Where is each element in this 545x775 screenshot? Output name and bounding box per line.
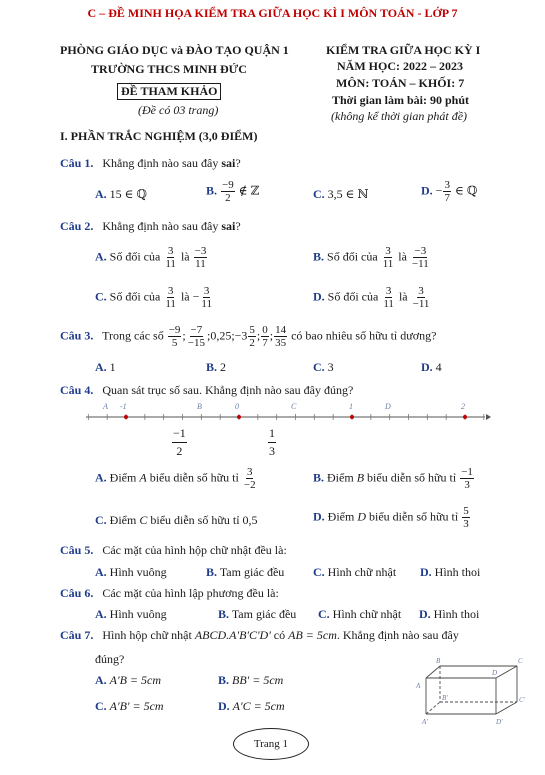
option-text: Số đối của (327, 289, 379, 304)
question-label: Câu 1. (60, 156, 94, 170)
numerator: −9 (222, 179, 234, 191)
option-label: D. (421, 183, 433, 198)
option-text: Tam giác đều (219, 565, 285, 579)
section-title: I. PHẦN TRẮC NGHIỆM (3,0 ĐIỂM) (60, 129, 258, 143)
option-text: Điểm (327, 470, 354, 485)
page-number: Trang 1 (233, 728, 309, 760)
time-note: (không kể thời gian phát đề) (331, 109, 468, 123)
fraction (411, 245, 430, 270)
denominator: 2 (249, 337, 255, 349)
option-text: Số đối của (327, 249, 378, 264)
option-text: Số đối của (109, 249, 161, 264)
numerator: −9 (168, 324, 181, 336)
point-name: A (139, 470, 147, 485)
question-emphasis: sai (221, 219, 236, 233)
option-label: C. (95, 699, 107, 713)
numerator: 1 (268, 425, 276, 443)
vertex-label: C (518, 657, 523, 665)
q1-option-b[interactable] (206, 179, 259, 204)
q7-option-a[interactable] (95, 673, 161, 688)
q6-option-b[interactable] (218, 607, 296, 622)
q5-option-b[interactable] (206, 565, 284, 580)
vertex-label: D' (496, 718, 503, 726)
question-7 (60, 628, 459, 643)
q1-option-a[interactable] (95, 187, 147, 202)
point-name: D (357, 509, 367, 524)
integer-point (237, 415, 241, 419)
option-label: B. (313, 249, 325, 264)
option-label: D. (313, 509, 325, 524)
denominator: 35 (275, 337, 287, 349)
q5-option-a[interactable] (95, 565, 167, 580)
option-label: D. (420, 565, 432, 579)
school-year: NĂM HỌC: 2022 – 2023 (337, 59, 463, 73)
fraction (412, 285, 431, 310)
shape-name: ABCD.A'B'C'D' (194, 628, 271, 642)
exam-title: KIỂM TRA GIỮA HỌC KỲ I (326, 43, 481, 57)
numerator: 3 (167, 285, 174, 297)
option-text: là (398, 289, 408, 304)
option-text: Hình chữ nhật (327, 565, 397, 579)
option-text: Điểm (109, 470, 137, 485)
option-text: Điểm (327, 509, 355, 524)
option-text: Tam giác đều (231, 607, 297, 621)
question-text: Quan sát trục số sau. Khẳng định nào sau đây đúng? (102, 383, 354, 397)
option-label: D. (419, 607, 431, 621)
option-label: B. (206, 360, 218, 374)
option-text: là (180, 249, 190, 264)
question-end: ? (235, 156, 241, 170)
integer-point (124, 415, 128, 419)
numerator: −3 (414, 245, 427, 257)
denominator: 11 (201, 298, 212, 310)
fraction (243, 466, 257, 491)
numerator: 3 (203, 285, 210, 297)
denominator: −2 (243, 479, 256, 491)
question-2 (60, 219, 241, 234)
option-text: ∉ ℤ (238, 183, 260, 198)
fraction (221, 179, 235, 204)
vertex-label: C' (519, 696, 526, 704)
exam-time: Thời gian làm bài: 90 phút (332, 93, 470, 107)
vertex-label: B' (442, 694, 448, 702)
q1-option-c[interactable] (313, 187, 369, 202)
option-label: D. (421, 360, 433, 374)
tick-label-2: 2 (461, 402, 465, 411)
option-label: A. (95, 470, 107, 485)
option-text: A'C = 5cm (232, 699, 285, 713)
question-label: Câu 6. (60, 586, 94, 600)
denominator: 11 (165, 298, 176, 310)
fraction (194, 245, 208, 270)
denominator: 3 (464, 479, 470, 491)
fraction (462, 505, 470, 530)
department: PHÒNG GIÁO DỤC và ĐÀO TẠO QUẬN 1 (60, 43, 289, 57)
numerator: 0 (262, 324, 268, 336)
option-label: A. (95, 360, 107, 374)
option-label: A. (95, 565, 107, 579)
minus-sign: − (435, 183, 443, 198)
q6-option-a[interactable] (95, 607, 167, 622)
vertex-label: D (492, 669, 498, 677)
denominator: 3 (463, 518, 469, 530)
arrow-icon (486, 414, 491, 420)
option-text: là (398, 249, 407, 264)
numerator: 3 (418, 285, 424, 297)
option-text: 2 (220, 360, 227, 374)
option-text: A'B = 5cm (109, 673, 161, 687)
question-1 (60, 156, 241, 171)
option-label: C. (313, 187, 325, 201)
vertex-label: A (416, 682, 421, 690)
option-value: 0,5 (242, 513, 258, 527)
option-text: ∈ ℚ (454, 183, 478, 198)
fraction (460, 466, 474, 491)
edge (496, 666, 517, 678)
question-text: Các mặt của hình lập phương đều là: (102, 586, 279, 600)
denominator: 2 (176, 444, 183, 458)
question-text: . Khẳng định nào sau đây (336, 628, 459, 642)
option-label: C. (313, 360, 325, 374)
numerator: 5 (463, 505, 469, 517)
fraction (187, 324, 206, 349)
fraction (443, 179, 451, 204)
point-label-c: C (291, 402, 297, 411)
option-label: C. (95, 513, 107, 527)
denominator: 7 (262, 337, 268, 349)
point-label-d: D (385, 402, 391, 411)
question-7-line2: đúng? (95, 652, 125, 666)
fraction (164, 285, 177, 310)
number-line (82, 398, 492, 458)
fraction (274, 324, 287, 349)
question-4 (60, 383, 353, 398)
option-label: B. (206, 565, 218, 579)
fraction (268, 425, 276, 460)
denominator: 7 (444, 192, 450, 204)
option-text: Điểm (109, 513, 137, 527)
q3-option-b[interactable] (206, 360, 226, 375)
q4-option-a[interactable] (95, 466, 258, 491)
denominator: 11 (383, 298, 394, 310)
question-label: Câu 3. (60, 328, 94, 343)
option-label: A. (95, 673, 107, 687)
integer-point (350, 415, 354, 419)
numerator: −7 (190, 324, 203, 336)
option-text: biểu diễn số hữu tỉ (149, 470, 239, 485)
numerator: 3 (167, 245, 174, 257)
point-label-a: A (103, 402, 108, 411)
below-label-minus-half (171, 425, 188, 460)
point-label-b: B (197, 402, 202, 411)
q3-option-a[interactable] (95, 360, 116, 375)
option-label: A. (95, 187, 107, 201)
option-text: 3 (327, 360, 334, 374)
question-3: Câu 3. Trong các số $\frac{-9}{5}$ ; $\frac{-7}{-15}$ ;0,25;−3 $\frac{5}{2}$ ; $\frac{0}{7}$ ; $\frac{14}{35}$ có bao nhiêu số hữu tỉ dương? (60, 324, 437, 349)
fraction (248, 324, 256, 349)
option-label: C. (95, 289, 107, 304)
question-label: Câu 2. (60, 219, 94, 233)
denominator: −11 (411, 258, 429, 270)
denominator: −11 (412, 298, 430, 310)
denominator: 2 (225, 192, 231, 204)
numerator: 3 (444, 179, 450, 191)
question-label: Câu 5. (60, 543, 94, 557)
q4-option-c[interactable] (95, 513, 258, 528)
option-text: 4 (435, 360, 442, 374)
option-text: biểu diễn số hữu tỉ (150, 513, 240, 527)
question-emphasis: sai (221, 156, 236, 170)
page-count: (Đề có 03 trang) (138, 103, 219, 117)
denominator: 11 (195, 258, 206, 270)
question-text: Hình hộp chữ nhật (102, 628, 192, 642)
q4-option-b[interactable] (313, 466, 475, 491)
question-text: Các mặt của hình hộp chữ nhật đều là: (102, 543, 287, 557)
denominator: 11 (165, 258, 176, 270)
numerator: −3 (194, 245, 207, 257)
q6-option-c[interactable] (318, 607, 401, 622)
hidden-edge (426, 702, 440, 714)
fraction (172, 425, 187, 460)
option-text: Hình chữ nhật (332, 607, 402, 621)
question-text: Khẳng định nào sau đây (102, 156, 222, 170)
q7-option-c[interactable] (95, 699, 164, 714)
option-label: D. (313, 289, 325, 304)
option-text: 1 (109, 360, 116, 374)
q7-option-b[interactable] (218, 673, 283, 688)
option-text: biểu diễn số hữu tỉ (369, 509, 459, 524)
q2-option-d[interactable] (313, 285, 431, 310)
q7-option-d[interactable] (218, 699, 285, 714)
q4-option-d[interactable] (313, 505, 471, 530)
option-text: là − (180, 289, 200, 304)
option-label: C. (318, 607, 330, 621)
denominator: 11 (382, 258, 394, 270)
question-end: ? (235, 219, 241, 233)
numerator: 3 (385, 245, 391, 257)
q1-option-d[interactable] (421, 179, 477, 204)
numerator: 3 (246, 466, 253, 478)
vertex-label: A' (422, 718, 428, 726)
integer-point (463, 415, 467, 419)
option-text: A'B' = 5cm (109, 699, 164, 713)
denominator: −15 (187, 337, 205, 349)
fraction (261, 324, 269, 349)
cuboid-labels (415, 657, 526, 726)
q2-option-a[interactable] (95, 245, 208, 270)
option-label: D. (218, 699, 230, 713)
question-text: có bao nhiêu số hữu tỉ dương? (291, 328, 437, 343)
option-label: B. (218, 673, 230, 687)
numerator: −1 (172, 425, 187, 443)
option-text: Hình thoi (433, 607, 480, 621)
option-label: A. (95, 249, 107, 264)
option-label: C. (313, 565, 325, 579)
edge (426, 666, 440, 678)
option-text: 15 ∈ ℚ (109, 187, 148, 201)
option-label: B. (206, 183, 218, 198)
q6-option-d[interactable] (419, 607, 479, 622)
q3-option-d[interactable] (421, 360, 442, 375)
school-name: TRƯỜNG THCS MINH ĐỨC (91, 62, 247, 76)
question-label: Câu 7. (60, 628, 94, 642)
question-text: Trong các số (102, 328, 164, 343)
reference-label: ĐỀ THAM KHẢO (117, 83, 221, 100)
cuboid-diagram (410, 654, 535, 726)
fraction (168, 324, 182, 349)
question-label: Câu 4. (60, 383, 94, 397)
fraction (200, 285, 213, 310)
option-text: Hình vuông (109, 565, 167, 579)
question-text: Khẳng định nào sau đây (102, 219, 222, 233)
question-5 (60, 543, 287, 558)
point-name: C (139, 513, 148, 527)
question-text: ;0,25;−3 (206, 328, 248, 343)
option-label: B. (218, 607, 230, 621)
q5-option-d[interactable] (420, 565, 480, 580)
option-text: Số đối của (109, 289, 161, 304)
option-label: A. (95, 607, 107, 621)
q5-option-c[interactable] (313, 565, 396, 580)
option-text: Hình vuông (109, 607, 167, 621)
fraction (382, 245, 395, 270)
fraction (164, 245, 177, 270)
q2-option-c[interactable] (95, 285, 214, 310)
equation: AB = 5cm (288, 628, 337, 642)
question-6 (60, 586, 279, 601)
point-name: B (356, 470, 365, 485)
fraction (382, 285, 395, 310)
option-text: biểu diễn số hữu tỉ (367, 470, 457, 485)
numerator: 14 (275, 324, 287, 336)
denominator: 3 (269, 444, 275, 458)
tick-label-minus1: -1 (120, 402, 127, 411)
denominator: 5 (171, 337, 178, 349)
option-label: B. (313, 470, 325, 485)
q3-option-c[interactable] (313, 360, 334, 375)
question-text: có (273, 628, 286, 642)
option-text: BB' = 5cm (232, 673, 284, 687)
below-label-third (267, 425, 277, 460)
tick-label-0: 0 (235, 402, 239, 411)
vertex-label: B (436, 657, 441, 665)
tick-label-1: 1 (349, 402, 353, 411)
option-text: 3,5 ∈ ℕ (327, 187, 369, 201)
numerator: −1 (461, 466, 473, 478)
edge (496, 702, 517, 714)
numerator: 5 (249, 324, 255, 336)
numerator: 3 (385, 285, 392, 297)
option-text: Hình thoi (434, 565, 481, 579)
subject: MÔN: TOÁN – KHỐI: 7 (336, 76, 465, 90)
top-title: C – ĐỀ MINH HỌA KIỂM TRA GIỮA HỌC KÌ I MÔN TOÁN - LỚP 7 (87, 6, 458, 20)
q2-option-b[interactable] (313, 245, 431, 270)
cuboid-edges (426, 666, 517, 714)
